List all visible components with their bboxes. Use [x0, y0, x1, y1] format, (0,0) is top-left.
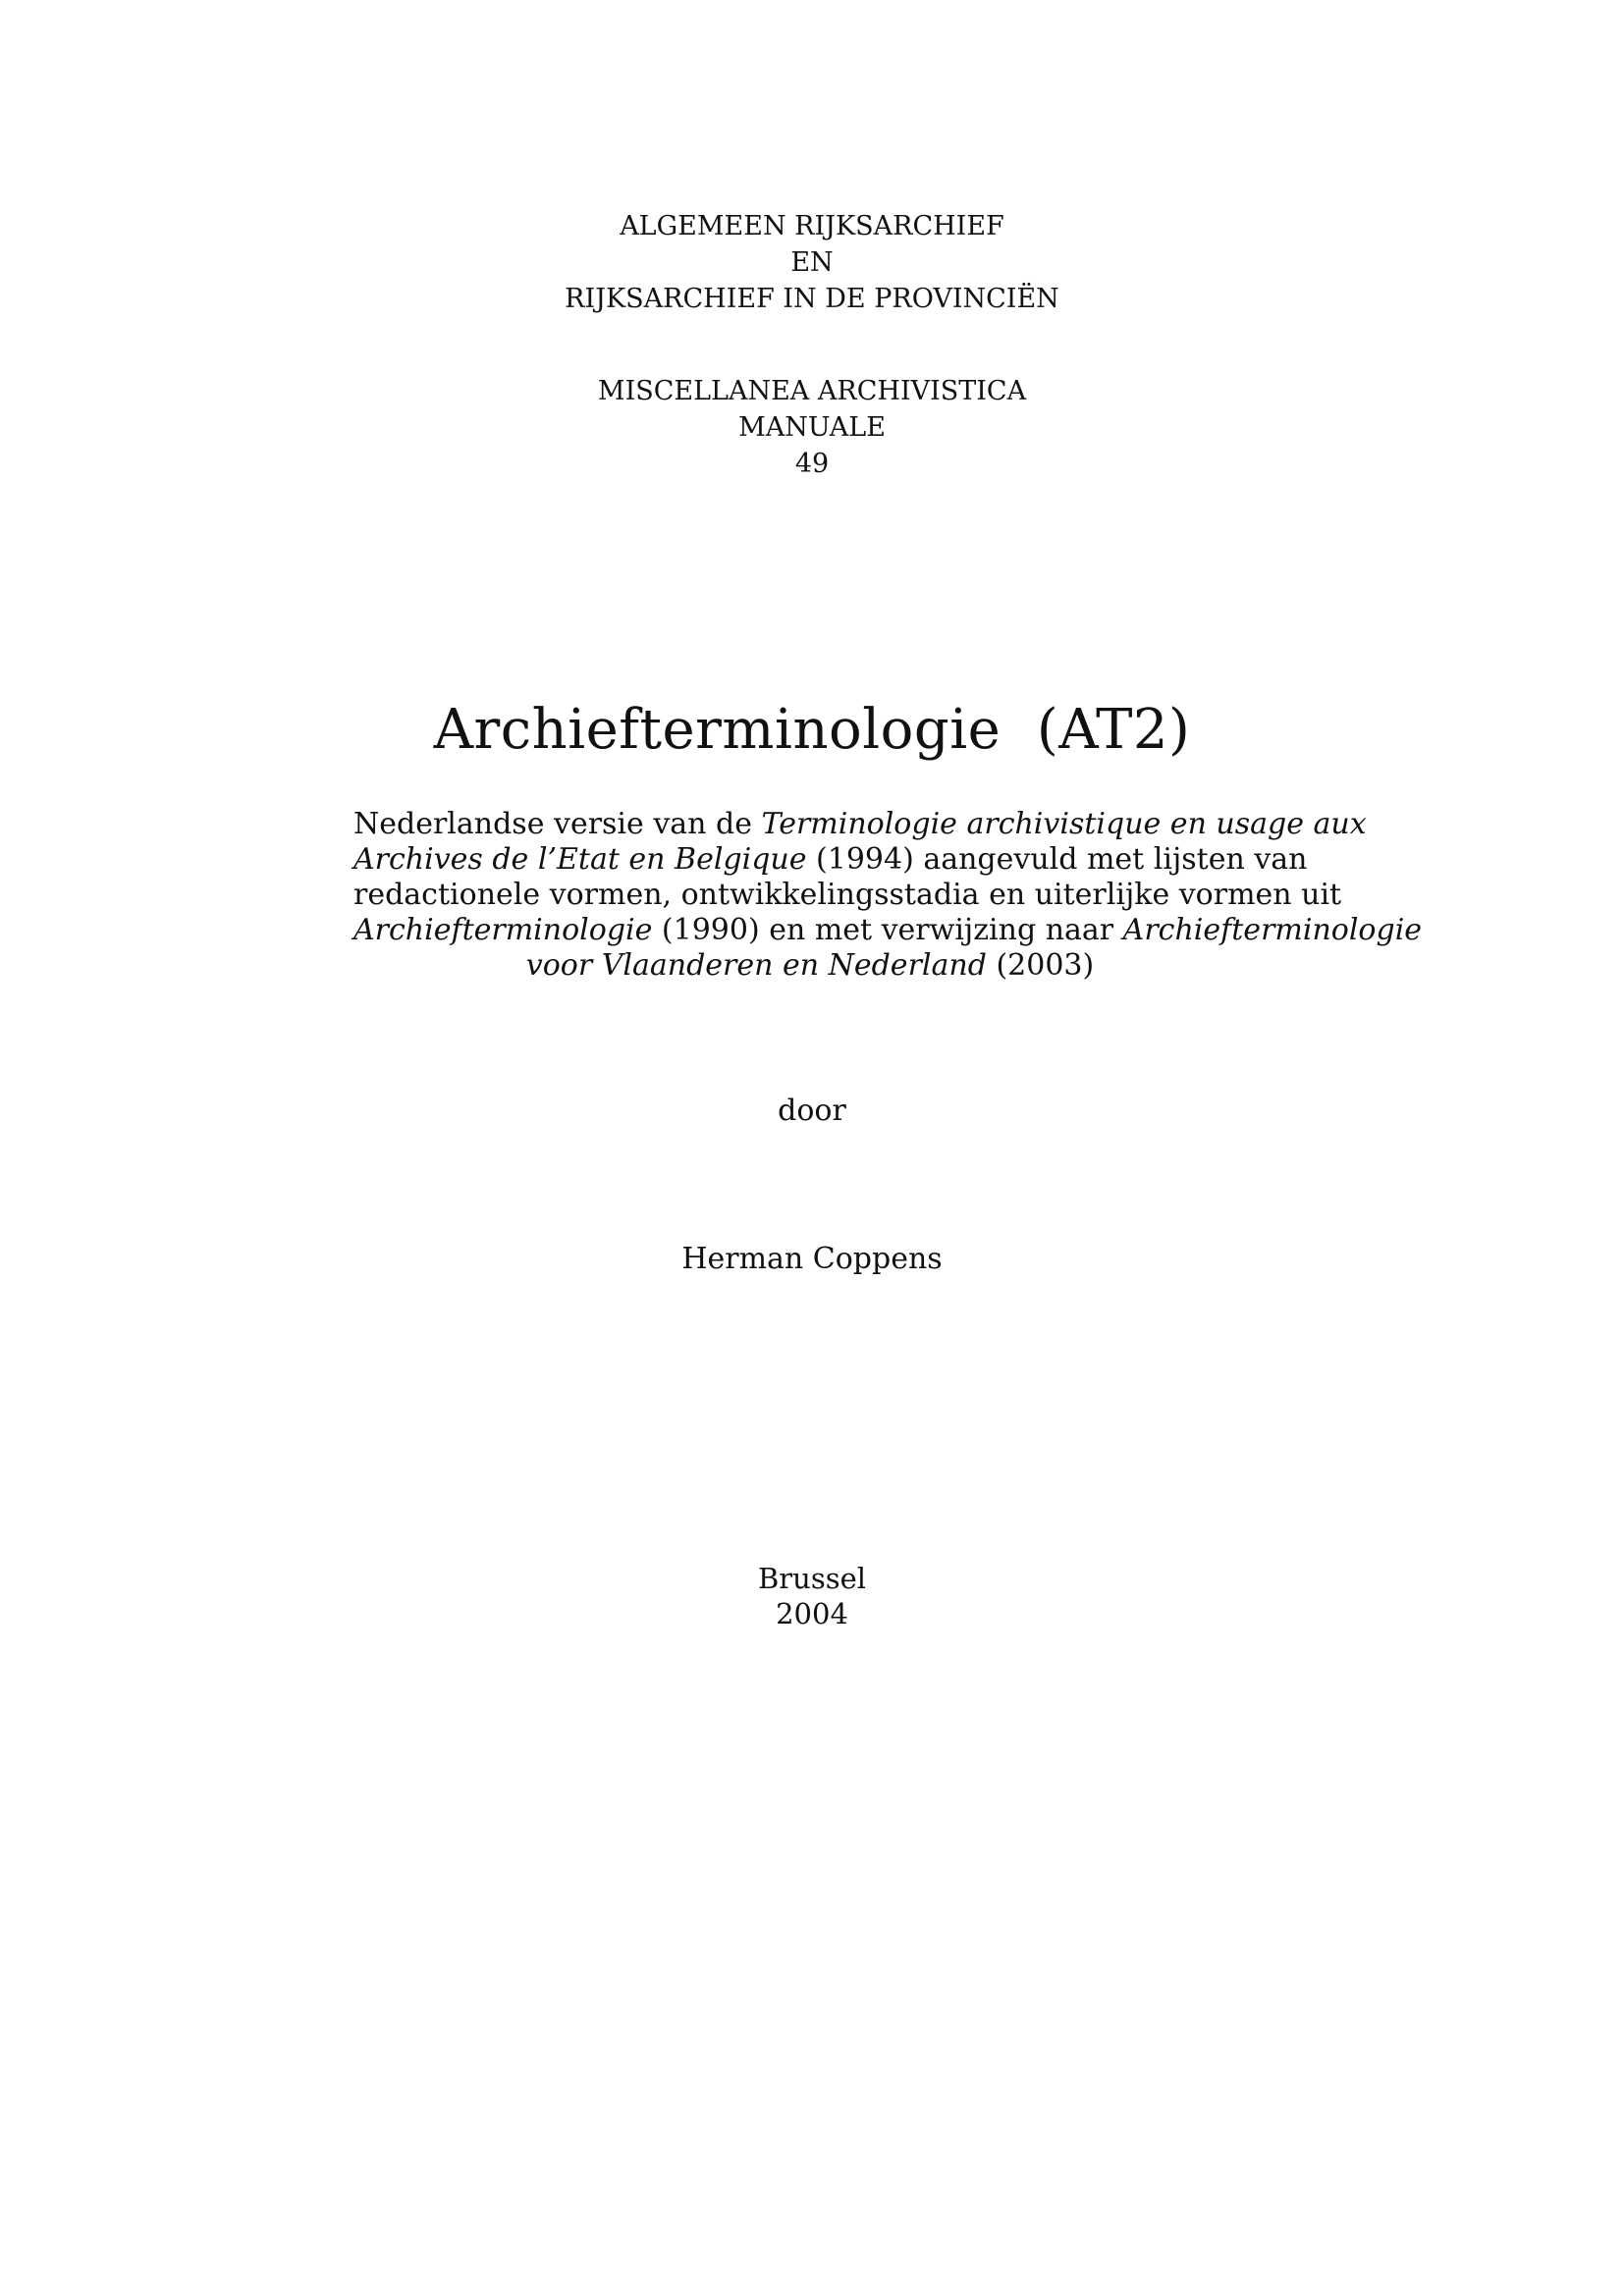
document-subtitle: [353, 807, 1423, 984]
subtitle-italic-text: Archiefterminologie: [353, 913, 653, 947]
document-title: Archiefterminologie (AT2): [433, 698, 1191, 762]
imprint: [0, 1561, 1624, 1631]
imprint-year: 2004: [776, 1597, 848, 1630]
series-heading: [0, 373, 1624, 482]
subtitle-italic-text: Terminologie archivistique en usage aux: [761, 807, 1367, 841]
subtitle-text: Nederlandse versie van de: [353, 807, 762, 841]
subtitle-line-5: [353, 948, 1267, 984]
institution-line-2: EN: [790, 247, 834, 278]
institution-line-3: RIJKSARCHIEF IN DE PROVINCIËN: [565, 284, 1059, 314]
subtitle-line-3: [353, 878, 1342, 913]
series-name: MISCELLANEA ARCHIVISTICA: [597, 376, 1027, 406]
subtitle-italic-text: Archiefterminologie: [1122, 913, 1423, 947]
institution-heading: [0, 208, 1624, 317]
imprint-place: Brussel: [757, 1562, 867, 1595]
subtitle-line-1: [353, 807, 1367, 842]
series-subseries: MANUALE: [738, 412, 886, 443]
series-number: 49: [794, 449, 830, 479]
institution-line-1: ALGEMEEN RIJKSARCHIEF: [620, 211, 1004, 241]
subtitle-line-2: [353, 842, 1308, 878]
subtitle-line-4: [353, 913, 1423, 948]
subtitle-italic-text: voor Vlaanderen en Nederland: [525, 948, 987, 983]
subtitle-italic-text: Archives de l’Etat en Belgique: [353, 842, 807, 877]
by-label: door: [778, 1094, 846, 1128]
subtitle-text: redactionele vormen, ontwikkelingsstadia en uiterlijke vormen uit: [353, 878, 1342, 912]
author-name: Herman Coppens: [681, 1242, 943, 1276]
subtitle-text: (1994) aangevuld met lijsten van: [806, 842, 1308, 877]
subtitle-text: (2003): [986, 948, 1095, 983]
subtitle-text: (1990) en met verwijzing naar: [652, 913, 1123, 947]
